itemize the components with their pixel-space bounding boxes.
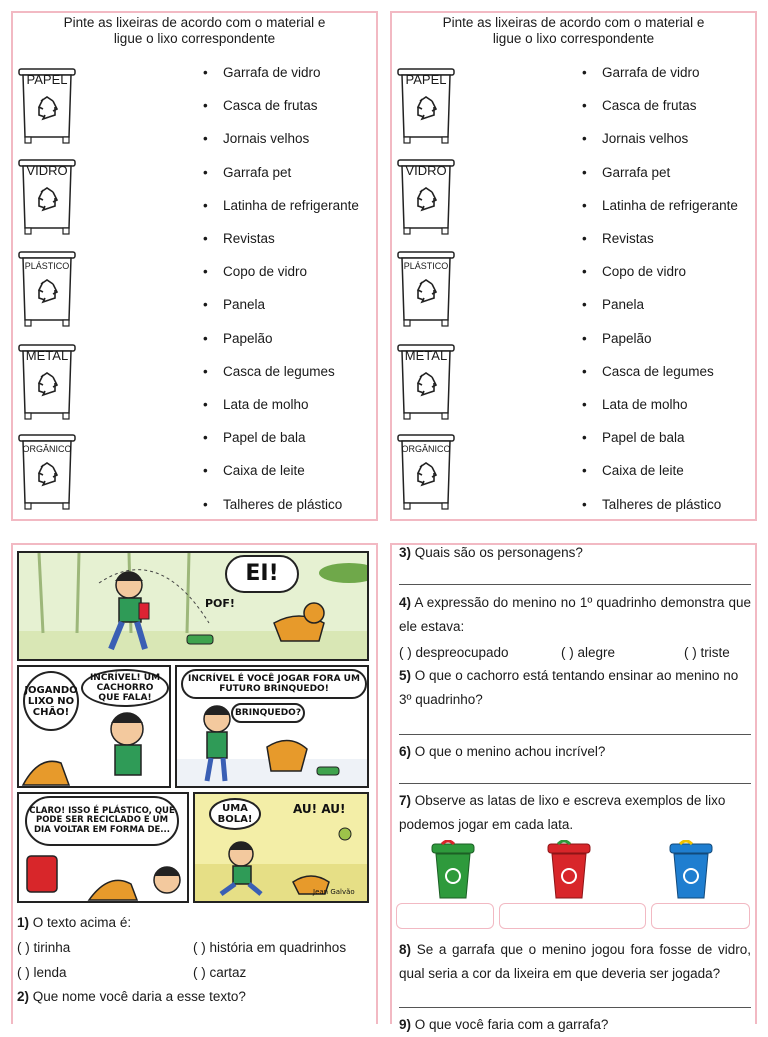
- item-label: Papel de bala: [223, 430, 306, 446]
- balloon-uma-bola: UMA BOLA!: [209, 798, 261, 830]
- bin-metal[interactable]: [396, 343, 456, 421]
- list-item[interactable]: [582, 297, 644, 313]
- q1-option-cartaz[interactable]: ( ) cartaz: [193, 965, 247, 980]
- bin-red-icon: [544, 840, 594, 900]
- bullet: •: [582, 264, 587, 280]
- q4-option-despreocupado[interactable]: ( ) despreocupado: [399, 645, 509, 660]
- item-label: Garrafa pet: [602, 164, 671, 180]
- item-label: Jornais velhos: [223, 131, 310, 147]
- answer-line-8[interactable]: [399, 1007, 751, 1008]
- worksheet-title: Pinte as lixeiras de acordo com o material e ligue o lixo correspondente: [442, 15, 705, 46]
- item-label: Papelão: [223, 330, 273, 346]
- item-label: Copo de vidro: [602, 264, 687, 280]
- bin-plástico[interactable]: [17, 250, 77, 328]
- bullet: •: [582, 363, 587, 379]
- bullet: •: [203, 496, 208, 512]
- bullet: •: [582, 98, 587, 114]
- question-9: 9) O que você faria com a garrafa?: [399, 1017, 609, 1032]
- list-item[interactable]: [582, 331, 652, 347]
- list-item[interactable]: [582, 397, 688, 413]
- q1-option-historia[interactable]: ( ) história em quadrinhos: [193, 940, 347, 955]
- comic-frame-3: [175, 665, 369, 788]
- item-label: Garrafa pet: [223, 164, 292, 180]
- comic-frame-1: [17, 551, 369, 661]
- comic-frame-5: [193, 792, 369, 903]
- bullet: •: [203, 197, 208, 213]
- worksheet-left: [11, 11, 378, 521]
- bin-label: ORGÂNICO: [401, 444, 451, 454]
- answer-box-green[interactable]: [396, 903, 494, 929]
- bin-label: VIDRO: [26, 163, 68, 178]
- bullet: •: [582, 463, 587, 479]
- list-item[interactable]: [582, 231, 654, 247]
- bullet: •: [203, 363, 208, 379]
- question-6: 6) O que o menino achou incrível?: [399, 744, 606, 759]
- balloon-incrivel-1: INCRÍVEL! UM CACHORRO QUE FALA!: [81, 669, 169, 707]
- list-item[interactable]: [203, 198, 359, 214]
- q4-option-alegre[interactable]: ( ) alegre: [561, 645, 616, 660]
- bin-label: PLÁSTICO: [403, 261, 449, 271]
- question-5: 5) O que o cachorro está tentando ensinar ao menino no 3º quadrinho?: [399, 668, 739, 707]
- worksheet-right: [390, 11, 757, 521]
- sfx-pof: POF!: [205, 597, 235, 610]
- bin-label: METAL: [25, 348, 69, 363]
- list-item[interactable]: [203, 463, 305, 479]
- answer-line-5[interactable]: [399, 734, 751, 735]
- bin-label: ORGÂNICO: [22, 444, 72, 454]
- bullet: •: [582, 231, 587, 246]
- question-3: 3) Quais são os personagens?: [399, 545, 583, 560]
- bullet: •: [582, 430, 587, 446]
- bin-label: PAPEL: [26, 72, 68, 87]
- bin-papel[interactable]: [17, 67, 77, 145]
- question-2: 2) Que nome você daria a esse texto?: [17, 989, 246, 1004]
- q4-option-triste[interactable]: ( ) triste: [684, 645, 730, 660]
- list-item[interactable]: [582, 463, 684, 479]
- answer-box-red[interactable]: [499, 903, 646, 929]
- comic-strip: [17, 551, 369, 903]
- bin-vidro[interactable]: [396, 158, 456, 236]
- bin-green-icon: [428, 840, 478, 900]
- list-item[interactable]: [582, 264, 686, 280]
- bullet: •: [582, 164, 587, 180]
- comic-frame-4: [17, 792, 189, 903]
- list-item[interactable]: [582, 430, 685, 446]
- bullet: •: [582, 65, 587, 80]
- item-label: Caixa de leite: [602, 463, 684, 479]
- answer-box-blue[interactable]: [651, 903, 750, 929]
- sfx-au-au: AU! AU!: [293, 802, 346, 816]
- item-label: Casca de legumes: [602, 363, 714, 379]
- bin-metal[interactable]: [17, 343, 77, 421]
- bullet: •: [582, 397, 587, 412]
- list-item[interactable]: [582, 131, 688, 147]
- balloon-jogando: JOGANDO LIXO NO CHÃO!: [23, 671, 79, 731]
- item-label: Revistas: [602, 231, 654, 246]
- bullet: •: [582, 197, 587, 213]
- item-label: Revistas: [223, 231, 275, 246]
- question-7: 7) Observe as latas de lixo e escreva exemplos de lixo podemos jogar em cada lata.: [399, 793, 726, 832]
- bullet: •: [203, 164, 208, 180]
- bin-label: METAL: [404, 348, 448, 363]
- item-label: Latinha de refrigerante: [602, 197, 738, 213]
- list-item[interactable]: [203, 264, 307, 280]
- list-item[interactable]: [203, 297, 265, 313]
- comic-frame-2: [17, 665, 171, 788]
- balloon-brinquedo: BRINQUEDO?: [231, 703, 305, 723]
- list-item[interactable]: [582, 165, 670, 181]
- question-8: 8) Se a garrafa que o menino jogou fora fosse de vidro, qual seria a cor da lixeira em que deveria ser jogada?: [399, 942, 751, 981]
- list-item[interactable]: [203, 98, 318, 114]
- item-label: Garrafa de vidro: [602, 65, 700, 80]
- question-1: 1) O texto acima é:: [17, 915, 132, 930]
- item-label: Casca de frutas: [223, 98, 318, 114]
- bin-papel[interactable]: [396, 67, 456, 145]
- question-4: 4) A expressão do menino no 1º quadrinho demonstra que ele estava:: [399, 595, 751, 634]
- balloon-claro: CLARO! ISSO É PLÁSTICO, QUE PODE SER RECICLADO E UM DIA VOLTAR EM FORMA DE...: [25, 796, 179, 846]
- bullet: •: [203, 297, 208, 313]
- bullet: •: [582, 131, 587, 147]
- list-item[interactable]: [203, 430, 306, 446]
- bullet: •: [203, 330, 208, 346]
- item-label: Papel de bala: [602, 430, 685, 446]
- list-item[interactable]: [203, 497, 342, 513]
- list-item[interactable]: [203, 397, 309, 413]
- answer-line-3[interactable]: [399, 584, 751, 585]
- list-item[interactable]: [203, 231, 275, 247]
- bin-label: VIDRO: [405, 163, 447, 178]
- item-label: Latinha de refrigerante: [223, 197, 359, 213]
- bin-vidro[interactable]: [17, 158, 77, 236]
- item-label: Jornais velhos: [602, 131, 689, 147]
- list-item[interactable]: [203, 65, 321, 81]
- bin-plástico[interactable]: [396, 250, 456, 328]
- item-label: Casca de frutas: [602, 98, 697, 114]
- list-item[interactable]: [203, 364, 335, 380]
- item-label: Copo de vidro: [223, 264, 308, 280]
- answer-line-6[interactable]: [399, 783, 751, 784]
- bullet: •: [203, 98, 208, 114]
- comic-signature: Jean Galvão: [313, 888, 355, 896]
- list-item[interactable]: [203, 165, 291, 181]
- q1-option-lenda[interactable]: ( ) lenda: [17, 965, 67, 980]
- list-item[interactable]: [582, 98, 697, 114]
- item-label: Talheres de plástico: [602, 496, 722, 512]
- list-item[interactable]: [582, 198, 738, 214]
- balloon-incrivel-2: INCRÍVEL É VOCÊ JOGAR FORA UM FUTURO BRINQUEDO!: [181, 669, 367, 699]
- bullet: •: [203, 131, 208, 147]
- item-label: Lata de molho: [602, 397, 688, 412]
- item-label: Talheres de plástico: [223, 496, 343, 512]
- bullet: •: [582, 496, 587, 512]
- list-item[interactable]: [582, 364, 714, 380]
- bullet: •: [203, 397, 208, 412]
- item-label: Garrafa de vidro: [223, 65, 321, 80]
- worksheet-title: Pinte as lixeiras de acordo com o material e ligue o lixo correspondente: [63, 15, 326, 46]
- q1-option-tirinha[interactable]: ( ) tirinha: [17, 940, 71, 955]
- balloon-ei: EI!: [225, 555, 299, 593]
- bullet: •: [203, 231, 208, 246]
- bullet: •: [203, 65, 208, 80]
- item-label: Panela: [602, 297, 645, 313]
- bullet: •: [582, 297, 587, 313]
- bin-orgânico[interactable]: [396, 433, 456, 511]
- bullet: •: [582, 330, 587, 346]
- comic-frame-1-art: [19, 553, 367, 659]
- item-label: Panela: [223, 297, 266, 313]
- bin-label: PLÁSTICO: [24, 261, 70, 271]
- bullet: •: [203, 430, 208, 446]
- bin-label: PAPEL: [405, 72, 447, 87]
- list-item[interactable]: [582, 65, 700, 81]
- list-item[interactable]: [203, 131, 309, 147]
- item-label: Papelão: [602, 330, 652, 346]
- item-label: Casca de legumes: [223, 363, 335, 379]
- bin-blue-icon: [666, 840, 716, 900]
- bullet: •: [203, 463, 208, 479]
- bullet: •: [203, 264, 208, 280]
- bin-orgânico[interactable]: [17, 433, 77, 511]
- list-item[interactable]: [203, 331, 273, 347]
- item-label: Lata de molho: [223, 397, 309, 412]
- item-label: Caixa de leite: [223, 463, 305, 479]
- list-item[interactable]: [582, 497, 721, 513]
